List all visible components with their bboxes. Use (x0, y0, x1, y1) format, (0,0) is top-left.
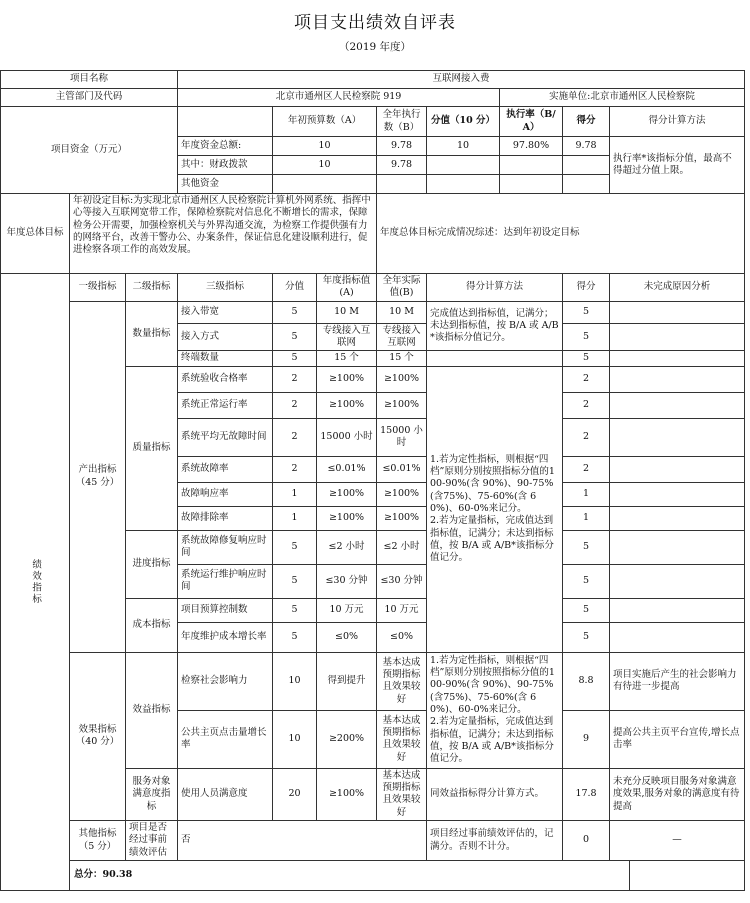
table-row: 故障响应率 1 ≥100% ≥100% 1 (1, 482, 745, 506)
funds-header-row (1, 107, 745, 137)
funds-label: 项目资金（万元） (1, 107, 178, 194)
output-indicator-label: 产出指标（45 分） (70, 301, 126, 652)
funds-exec: 9.78 (377, 137, 427, 156)
col-actual: 全年实际值(B) (377, 274, 427, 302)
table-row: 其他指标（5 分） 项目是否经过事前绩效评估 否 项目经过事前绩效评估的，记满分。否则不计分。 0 — (1, 821, 745, 861)
funds-exec-rate: 97.80% (500, 137, 563, 156)
table-row: 系统运行维护响应时间 5 ≤30 分钟 ≤30 分钟 5 (1, 564, 745, 598)
page-title: 项目支出绩效自评表 (294, 13, 456, 33)
col-score: 得分 (563, 274, 610, 302)
table-row: 服务对象满意度指标 使用人员满意度 20 ≥100% 基本达成预期指标且效果较好 同效益指标得分计算方式。 17.8 未充分反映项目服务对象满意度效果,服务对象的满意度有待提高 (1, 768, 745, 820)
dept-value: 北京市通州区人民检察院 919 (178, 89, 500, 107)
table-row: 终端数量 5 15 个 15 个 5 (1, 351, 745, 366)
col-level3: 三级指标 (178, 274, 273, 302)
funds-row-label: 年度资金总额: (178, 137, 273, 156)
indicators-section-label: 绩效指标 (1, 274, 70, 891)
table-row: 系统平均无故障时间 2 15000 小时 15000 小时 2 (1, 418, 745, 456)
col-level1: 一级指标 (70, 274, 126, 302)
cost-indicator-label: 成本指标 (126, 598, 178, 652)
project-name-value: 互联网接入费 (178, 71, 745, 89)
col-reason: 未完成原因分析 (610, 274, 745, 302)
total-score: 总分：90.38 (70, 861, 630, 891)
effect-indicator-label: 效果指标（40 分） (70, 652, 126, 820)
implementing-unit: 实施单位:北京市通州区人民检察院 (500, 89, 745, 107)
funds-score-value: 10 (427, 137, 500, 156)
table-row: 系统正常运行率 2 ≥100% ≥100% 2 (1, 392, 745, 418)
funds-method: 执行率*该指标分值，最高不得超过分值上限。 (610, 137, 745, 194)
col-exec: 全年执行数（B） (377, 107, 427, 137)
table-row: 系统故障率 2 ≤0.01% ≤0.01% 2 (1, 456, 745, 482)
funds-budget: 10 (273, 156, 377, 175)
col-exec-rate: 执行率（B/A） (500, 107, 563, 137)
funds-budget: 10 (273, 137, 377, 156)
quality-indicator-label: 质量指标 (126, 366, 178, 530)
table-row: 产出指标（45 分） 数量指标 接入带宽 5 10 M 10 M 完成值达到指标值，记满分；未达到指标值，按 B/A 或 A/B*该指标分值记分。 5 (1, 301, 745, 323)
funds-score: 9.78 (563, 137, 610, 156)
dept-row (1, 89, 745, 107)
table-row: 接入方式 5 专线接入互联网 专线接入互联网 5 (1, 323, 745, 351)
col-method: 得分计算方法 (427, 274, 563, 302)
col-method: 得分计算方法 (610, 107, 745, 137)
col-budget: 年初预算数（A） (273, 107, 377, 137)
funds-row-label: 其中：财政拨款 (178, 156, 273, 175)
quantity-method: 完成值达到指标值，记满分；未达到指标值，按 B/A 或 A/B*该指标分值记分。 (427, 301, 563, 351)
table-row: 公共主页点击量增长率 10 ≥200% 基本达成预期指标且效果较好 9 提高公共主页平台宣传,增长点击率 (1, 710, 745, 768)
table-row: 年度维护成本增长率 5 ≤0% ≤0% 5 (1, 622, 745, 652)
quantity-indicator-label: 数量指标 (126, 301, 178, 366)
goal-label: 年度总体目标 (1, 194, 70, 274)
table-row: 成本指标 项目预算控制数 5 10 万元 10 万元 5 (1, 598, 745, 622)
goal-set: 年初设定目标:为实现北京市通州区人民检察院计算机外网系统、指挥中心等接入互联网宽带工作，保障检察院对信息化不断增长的需求，保障检务公开需要，加强检察机关与外界沟通交流，为检察工作提供强有力的网络平台，改善干警办公、办案条件，保证信息化建设顺利进行，促进检察各项工作的高效发展。 (70, 194, 377, 274)
performance-table (0, 70, 745, 891)
dept-label: 主管部门及代码 (1, 89, 178, 107)
funds-row-label: 其他资金 (178, 175, 273, 194)
table-row: 质量指标 系统验收合格率 2 ≥100% ≥100% 1.若为定性指标，则根据“四档”原则分别按照指标分值的100-90%(含 90%)、90-75%(含75%)、75-60%(含 60%)、60-0%来记分。 2.若为定量指标，完成值达到指标值，记满分；未达到指标值，按 B/A 或 A/B*该指标分值记分。 2 (1, 366, 745, 392)
col-score-value: 分值（10 分） (427, 107, 500, 137)
benefit-method: 1.若为定性指标，则根据“四档”原则分别按照指标分值的100-90%(含 90%)、90-75%(含75%)、75-60%(含 60%)、60-0%来记分。 2.若为定量指标，完成值达到指标值，记满分；未达到指标值，按 B/A 或 A/B*该指标分值记分。 (427, 652, 563, 768)
indicator-header-row (1, 274, 745, 302)
page-subtitle-year: （2019 年度） (338, 41, 412, 53)
col-level2: 二级指标 (126, 274, 178, 302)
col-target: 年度指标值(A) (317, 274, 377, 302)
table-row: 进度指标 系统故障修复响应时间 5 ≤2 小时 ≤2 小时 5 (1, 530, 745, 564)
goal-row (1, 194, 745, 274)
project-name-label: 项目名称 (1, 71, 178, 89)
table-row: 效果指标（40 分） 效益指标 检察社会影响力 10 得到提升 基本达成预期指标且效果较好 1.若为定性指标，则根据“四档”原则分别按照指标分值的100-90%(含 90%)、90-75%(含75%)、75-60%(含 60%)、60-0%来记分。 2.若为定量指标，完成值达到指标值，记满分；未达到指标值，按 B/A 或 A/B*该指标分值记分。 8.8 项目实施后产生的社会影响力有待进一步提高 (1, 652, 745, 710)
project-name-row (1, 71, 745, 89)
progress-indicator-label: 进度指标 (126, 530, 178, 598)
other-indicator-label: 其他指标（5 分） (70, 821, 126, 861)
total-row (1, 861, 745, 891)
col-score-value: 分值 (273, 274, 317, 302)
goal-completion: 年度总体目标完成情况综述：达到年初设定目标 (377, 194, 745, 274)
funds-exec: 9.78 (377, 156, 427, 175)
table-row: 故障排除率 1 ≥100% ≥100% 1 (1, 506, 745, 530)
benefit-indicator-label: 效益指标 (126, 652, 178, 768)
col-score: 得分 (563, 107, 610, 137)
satisfaction-indicator-label: 服务对象满意度指标 (126, 768, 178, 820)
qualitative-method: 1.若为定性指标，则根据“四档”原则分别按照指标分值的100-90%(含 90%)、90-75%(含75%)、75-60%(含 60%)、60-0%来记分。 2.若为定量指标，完成值达到指标值，记满分；未达到指标值，按 B/A 或 A/B*该指标分值记分。 (427, 366, 563, 652)
